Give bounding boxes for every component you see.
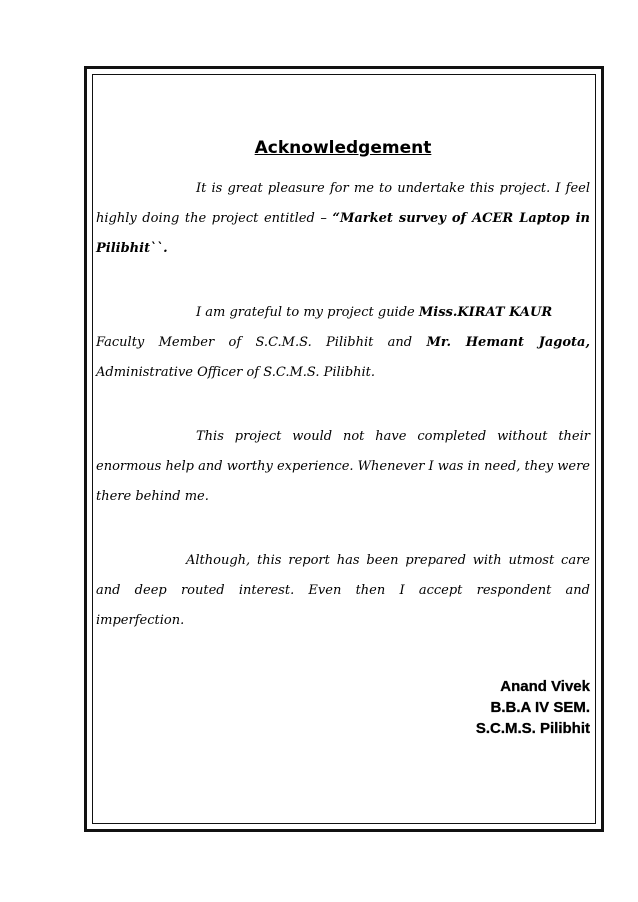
project-title: “Market survey of ACER Laptop in Pilibhit``. (96, 211, 590, 256)
paragraph-4-text: Although, this report has been prepared with utmost care and deep routed interest. Even then I accept respondent and imperfection. (96, 553, 590, 628)
paragraph-1 (96, 174, 590, 264)
paragraph-2-text-3: Administrative Officer of S.C.M.S. Pilibhit. (96, 365, 376, 380)
paragraph-3 (96, 422, 590, 512)
signature-course: B.B.A IV SEM. (490, 699, 590, 716)
document-body (96, 132, 590, 670)
paragraph-2-text-1: I am grateful to my project guide (196, 305, 419, 320)
signature-block (476, 676, 590, 739)
paragraph-2 (96, 298, 590, 388)
signature-name: Anand Vivek (500, 678, 590, 695)
signature-institute: S.C.M.S. Pilibhit (475, 720, 590, 737)
paragraph-1-text: It is great pleasure for me to undertake this project. I feel highly doing the project entitled – (96, 181, 590, 226)
guide-name: Miss.KIRAT KAUR (418, 305, 553, 320)
paragraph-2-text-2: Faculty Member of S.C.M.S. Pilibhit and (96, 335, 427, 350)
officer-name: Mr. Hemant Jagota, (426, 335, 590, 350)
paragraph-4 (96, 546, 590, 636)
page-title: Acknowledgement (254, 138, 432, 158)
paragraph-3-text: This project would not have completed without their enormous help and worthy experience. Whenever I was in need, they were there behind me. (96, 429, 590, 504)
